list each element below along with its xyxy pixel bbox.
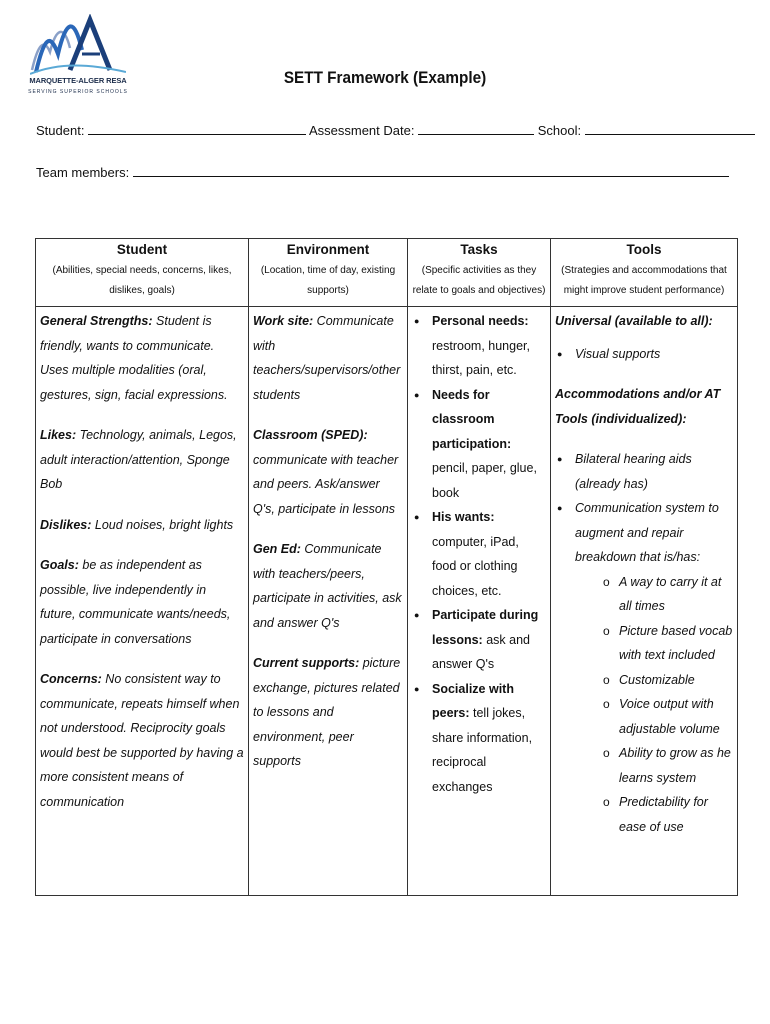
entry-label: Socialize with peers: [432,681,514,720]
logo-mark-icon [30,14,126,76]
entry-text: restroom, hunger, thirst, pain, etc. [432,338,530,377]
universal-heading: Universal (available to all): [555,314,713,328]
accommodations-list [555,447,733,839]
student-dislikes [40,513,244,538]
entry-text: pencil, paper, glue, book [432,461,537,500]
entry-text: ask and answer Q's [432,632,530,671]
tools-cell [551,307,738,896]
student-label: Student: [36,123,85,138]
page-title: SETT Framework (Example) [283,68,487,87]
system-features-list [603,570,733,840]
entry-label: Goals: [40,558,79,572]
list-item: o Predictability for ease of use [603,790,733,839]
student-concerns [40,667,244,814]
header-title: Environment [286,242,370,257]
header-fields-row [36,121,755,138]
list-item: o Voice output with adjustable volume [603,692,733,741]
header-desc: (Abilities, special needs, concerns, likes, dislikes, goals) [52,265,232,296]
header-title: Tasks [460,242,498,257]
entry-label: Classroom (SPED): [253,428,368,442]
entry-text: Loud noises, bright lights [91,517,234,532]
tasks-list [412,309,546,799]
entry-text: Communicate with teachers/supervisors/other students [253,314,401,402]
team-members-field[interactable] [133,163,729,177]
logo-name: MARQUETTE-ALGER RESA [29,76,127,85]
list-item [412,505,546,603]
student-likes [40,423,244,497]
list-item [555,496,733,839]
entry-text: be as independent as possible, live independently in future, communicate wants/needs, participate in conversations [40,558,231,646]
team-row [36,163,729,180]
header-tools [551,239,738,307]
environment-cell [249,307,408,896]
list-item [412,603,546,677]
entry-label: Likes: [40,428,77,442]
table-header-row [36,239,738,307]
team-members-label: Team members: [36,165,130,180]
list-item: ● Bilateral hearing aids (already has) [555,447,733,496]
accommodations-heading: Accommodations and/or AT Tools (individualized): [555,387,721,426]
tasks-cell [408,307,551,896]
entry-text: Technology, animals, Legos, adult interaction/attention, Sponge Bob [40,428,237,491]
entry-text: computer, iPad, food or clothing choices, etc. [432,534,519,598]
list-item: ● Visual supports [555,342,733,367]
entry-label: Dislikes: [40,517,92,532]
school-field[interactable] [585,121,755,135]
student-field[interactable] [88,121,306,135]
list-item: o Customizable [603,668,733,693]
list-item [412,309,546,383]
entry-label: Current supports: [253,656,360,670]
entry-label: His wants: [432,510,495,524]
entry-label: Needs for classroom participation: [432,387,512,451]
entry-label: Gen Ed: [253,542,301,556]
entry-label: Participate during lessons: [432,608,539,647]
entry-text: tell jokes, share information, reciprocal exchanges [432,706,533,794]
entry-label: Work site: [253,314,314,328]
entry-text: No consistent way to communicate, repeats himself when not understood. Reciprocity goals would best be supported by having a more consistent means of communication [40,672,244,809]
entry-text: picture exchange, pictures related to lessons and environment, peer supports [253,656,401,768]
sett-table [35,238,738,896]
school-label: School: [537,123,582,138]
assessment-date-field[interactable] [418,121,534,135]
header-desc: (Location, time of day, existing supports) [260,265,396,296]
header-desc: (Specific activities as they relate to goals and objectives) [412,265,546,296]
header-tasks [408,239,551,307]
entry-text: Communication system to augment and repair breakdown that is/has: [575,501,719,564]
student-strengths [40,309,244,407]
list-item [412,383,546,506]
entry-text: Communicate with teachers/peers, participate in activities, ask and answer Q's [253,542,402,630]
header-title: Student [116,242,168,257]
logo-tagline: SERVING SUPERIOR SCHOOLS [28,89,128,95]
header-environment [249,239,408,307]
header-desc: (Strategies and accommodations that might improve student performance) [561,265,727,296]
entry-label: Concerns: [40,672,102,686]
list-item: o Ability to grow as he learns system [603,741,733,790]
assessment-date-label: Assessment Date: [308,123,415,138]
env-current-supports [253,651,403,774]
list-item: o A way to carry it at all times [603,570,733,619]
student-goals [40,553,244,651]
entry-label: General Strengths: [40,314,153,328]
universal-list [555,342,733,367]
student-cell [36,307,249,896]
entry-text: Student is friendly, wants to communicate. Uses multiple modalities (oral, gestures, sign, facial expressions. [40,314,228,402]
env-gen-ed [253,537,403,635]
entry-text: communicate with teacher and peers. Ask/answer Q's, participate in lessons [253,452,399,516]
env-work-site [253,309,403,407]
list-item [412,677,546,800]
entry-label: Personal needs: [432,314,529,328]
table-body-row [36,307,738,896]
env-classroom [253,423,403,521]
header-title: Tools [626,242,662,257]
list-item: o Picture based vocab with text included [603,619,733,668]
header-student [36,239,249,307]
